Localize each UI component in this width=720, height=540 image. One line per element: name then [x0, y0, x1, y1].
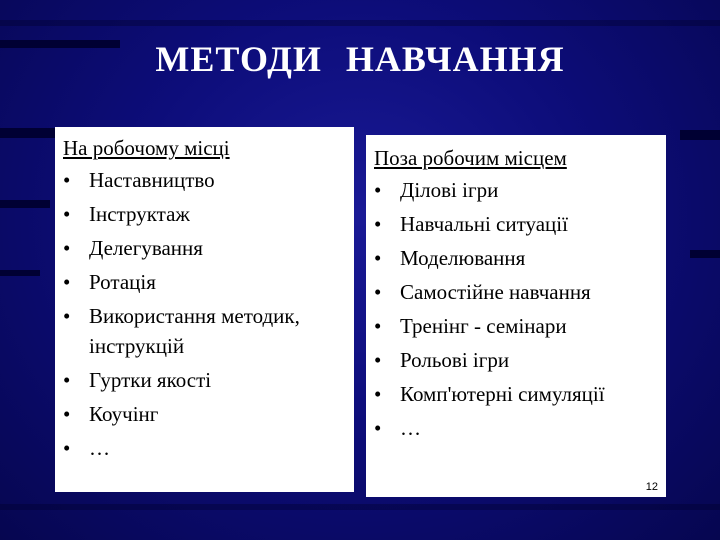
bullet: •	[63, 270, 71, 294]
bullet: •	[63, 436, 71, 460]
list-item-text: Наставництво	[89, 168, 215, 192]
bullet: •	[374, 314, 382, 338]
bullet: •	[63, 368, 71, 392]
bullet: •	[63, 236, 71, 260]
decor-stripe	[0, 200, 50, 208]
off-the-job-list	[372, 173, 658, 445]
on-the-job-heading: На робочому місці	[63, 136, 230, 160]
list-item	[372, 275, 658, 309]
list-item	[372, 207, 658, 241]
list-item-text: Тренінг - семінари	[400, 314, 567, 338]
list-item-text: Моделювання	[400, 246, 526, 270]
list-item-text: Ділові ігри	[400, 178, 499, 202]
list-item-text: Ротація	[89, 270, 156, 294]
list-item	[372, 173, 658, 207]
list-item-text: Комп'ютерні симуляції	[400, 382, 605, 406]
list-item-text: Використання методик, інструкцій	[89, 304, 300, 358]
off-the-job-panel	[366, 135, 666, 497]
list-item	[372, 309, 658, 343]
list-item	[61, 265, 346, 299]
list-item-text: …	[89, 436, 110, 460]
list-item-text: Коучінг	[89, 402, 159, 426]
bullet: •	[63, 168, 71, 192]
bullet: •	[63, 304, 71, 328]
list-item	[372, 343, 658, 377]
bullet: •	[374, 178, 382, 202]
list-item-text: Делегування	[89, 236, 203, 260]
decor-stripe	[690, 250, 720, 258]
bullet: •	[374, 382, 382, 406]
list-item	[61, 431, 346, 465]
list-item	[61, 363, 346, 397]
list-item-text: Самостійне навчання	[400, 280, 591, 304]
list-item-text: Гуртки якості	[89, 368, 212, 392]
list-item-text: Рольові ігри	[400, 348, 510, 372]
bullet: •	[374, 246, 382, 270]
list-item-text: Інструктаж	[89, 202, 190, 226]
list-item	[61, 163, 346, 197]
on-the-job-panel	[55, 127, 354, 492]
slide-number: 12	[645, 481, 658, 493]
list-item	[372, 411, 658, 445]
bullet: •	[374, 348, 382, 372]
list-item-text: Навчальні ситуації	[400, 212, 568, 236]
bullet: •	[374, 416, 382, 440]
list-item	[61, 197, 346, 231]
list-item	[61, 397, 346, 431]
decor-stripe	[0, 270, 40, 276]
slide-title: МЕТОДИ НАВЧАННЯ	[155, 39, 565, 79]
bullet: •	[63, 202, 71, 226]
bullet: •	[374, 280, 382, 304]
on-the-job-list	[61, 163, 346, 465]
list-item	[61, 299, 346, 363]
decor-stripe	[680, 130, 720, 140]
list-item	[372, 241, 658, 275]
off-the-job-heading: Поза робочим місцем	[374, 146, 567, 170]
decor-stripe	[0, 128, 60, 138]
list-item	[61, 231, 346, 265]
decor-stripe	[0, 20, 720, 26]
list-item	[372, 377, 658, 411]
bullet: •	[63, 402, 71, 426]
bullet: •	[374, 212, 382, 236]
list-item-text: …	[400, 416, 421, 440]
decor-stripe	[0, 504, 720, 510]
